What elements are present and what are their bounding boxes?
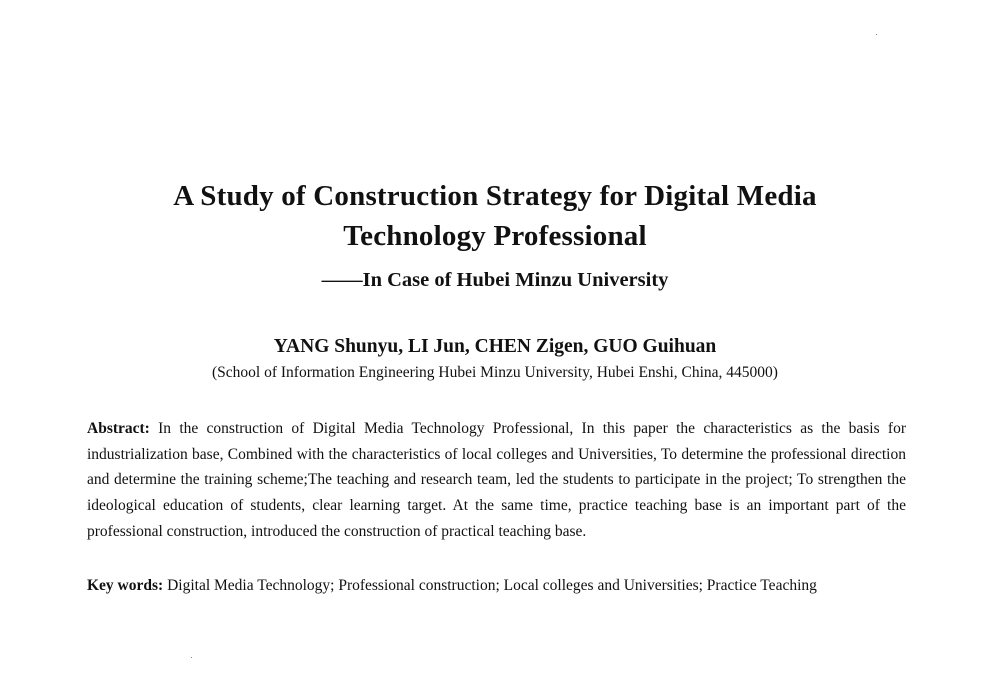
keywords-paragraph bbox=[87, 573, 906, 599]
scan-speck bbox=[191, 657, 192, 658]
paper-affiliation: (School of Information Engineering Hubei Minzu University, Hubei Enshi, China, 445000) bbox=[212, 364, 778, 381]
paper-subtitle: ——In Case of Hubei Minzu University bbox=[321, 269, 669, 291]
abstract-label: Abstract: bbox=[87, 420, 150, 437]
keywords-text: Digital Media Technology; Professional construction; Local colleges and Universities; Practice Teaching bbox=[167, 577, 817, 594]
paper-authors: YANG Shunyu, LI Jun, CHEN Zigen, GUO Guihuan bbox=[273, 336, 717, 357]
paper-title-line-2: Technology Professional bbox=[343, 220, 647, 252]
scan-speck bbox=[876, 34, 877, 35]
paper-title bbox=[0, 176, 990, 256]
keywords-label: Key words: bbox=[87, 577, 164, 594]
paper-title-line-1: A Study of Construction Strategy for Digital Media bbox=[173, 180, 817, 212]
abstract-text: In the construction of Digital Media Technology Professional, In this paper the characteristics as the basis for industrialization base, Combined with the characteristics of local colleges and Universities, To determine the professional direction and determine the training scheme;The teaching and research team, led the students to participate in the project; To strengthen the ideological education of students, clear learning target. At the same time, practice teaching base is an important part of the professional construction, introduced the construction of practical teaching base. bbox=[87, 420, 906, 540]
abstract-paragraph bbox=[87, 416, 906, 545]
